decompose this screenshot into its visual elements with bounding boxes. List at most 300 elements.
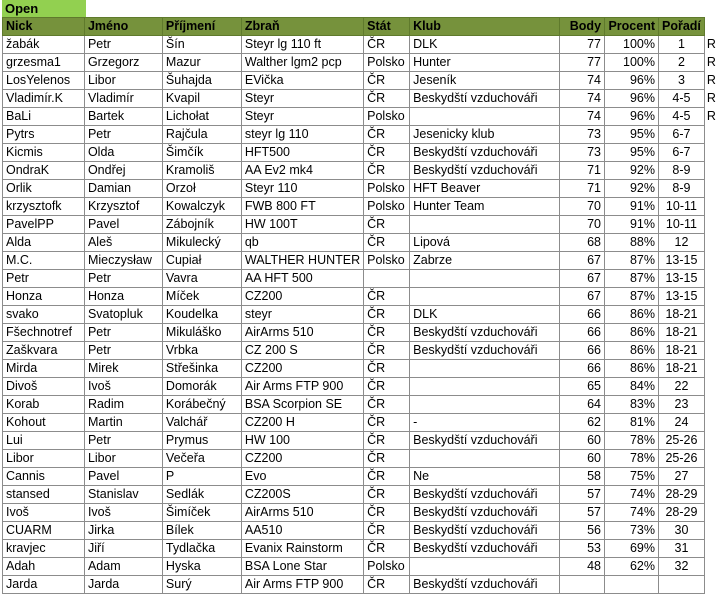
cell-poradi[interactable]: 28-29 [659, 504, 705, 522]
cell-poradi[interactable]: 22 [659, 378, 705, 396]
cell-zbran[interactable]: Evanix Rainstorm [241, 540, 363, 558]
cell-zbran[interactable]: CZ200 [241, 288, 363, 306]
cell-prijmeni[interactable]: Kowalczyk [162, 198, 241, 216]
cell-poradi[interactable]: 23 [659, 396, 705, 414]
cell-prijmeni[interactable]: Valchář [162, 414, 241, 432]
cell-procent[interactable]: 91% [605, 198, 659, 216]
cell-jmeno[interactable]: Grzegorz [84, 54, 162, 72]
cell-procent[interactable]: 95% [605, 126, 659, 144]
cell-stat[interactable]: ČR [364, 342, 410, 360]
cell-nick[interactable]: žabák [3, 36, 85, 54]
cell-zbran[interactable]: WALTHER HUNTER [241, 252, 363, 270]
cell-jmeno[interactable]: Pavel [84, 216, 162, 234]
cell-prijmeni[interactable]: Sedlák [162, 486, 241, 504]
cell-klub[interactable] [410, 360, 560, 378]
cell-zbran[interactable]: Steyr [241, 108, 363, 126]
cell-prijmeni[interactable]: P [162, 468, 241, 486]
cell-klub[interactable] [410, 450, 560, 468]
cell-jmeno[interactable]: Ivoš [84, 504, 162, 522]
cell-stat[interactable]: Polsko [364, 108, 410, 126]
cell-stat[interactable]: ČR [364, 540, 410, 558]
cell-jmeno[interactable]: Martin [84, 414, 162, 432]
cell-zbran[interactable]: Walther lgm2 pcp [241, 54, 363, 72]
cell-jmeno[interactable]: Mirek [84, 360, 162, 378]
cell-prijmeni[interactable]: Domorák [162, 378, 241, 396]
cell-procent[interactable]: 84% [605, 378, 659, 396]
cell-procent[interactable]: 92% [605, 180, 659, 198]
cell-procent[interactable]: 73% [605, 522, 659, 540]
cell-prijmeni[interactable]: Prymus [162, 432, 241, 450]
cell-poradi[interactable]: 30 [659, 522, 705, 540]
cell-procent[interactable]: 100% [605, 36, 659, 54]
cell-jmeno[interactable]: Petr [84, 432, 162, 450]
cell-zbran[interactable]: HW 100 [241, 432, 363, 450]
cell-nick[interactable]: Fšechnotref [3, 324, 85, 342]
cell-prijmeni[interactable]: Bílek [162, 522, 241, 540]
cell-zbran[interactable]: AA HFT 500 [241, 270, 363, 288]
cell-poradi[interactable]: 18-21 [659, 324, 705, 342]
cell-jmeno[interactable]: Ondřej [84, 162, 162, 180]
table-row [3, 72, 720, 90]
cell-stat[interactable]: ČR [364, 414, 410, 432]
cell-stat[interactable] [364, 270, 410, 288]
cell-procent[interactable]: 69% [605, 540, 659, 558]
cell-stat[interactable]: ČR [364, 450, 410, 468]
cell-body[interactable]: 53 [560, 540, 605, 558]
cell-stat[interactable]: Polsko [364, 180, 410, 198]
cell-nick[interactable]: Vladimír.K [3, 90, 85, 108]
cell-body[interactable]: 68 [560, 234, 605, 252]
cell-zbran[interactable]: Air Arms FTP 900 [241, 576, 363, 594]
cell-zbran[interactable]: AirArms 510 [241, 324, 363, 342]
cell-body[interactable]: 58 [560, 468, 605, 486]
cell-klub[interactable]: DLK [410, 306, 560, 324]
cell-body[interactable]: 60 [560, 432, 605, 450]
cell-extra [704, 540, 719, 558]
cell-nick[interactable]: krzysztofk [3, 198, 85, 216]
cell-klub[interactable]: Lipová [410, 234, 560, 252]
cell-prijmeni[interactable]: Mikulecký [162, 234, 241, 252]
cell-stat[interactable]: ČR [364, 360, 410, 378]
cell-body[interactable]: 56 [560, 522, 605, 540]
cell-jmeno[interactable]: Pavel [84, 468, 162, 486]
cell-stat[interactable]: Polsko [364, 252, 410, 270]
cell-extra [704, 144, 719, 162]
cell-body[interactable]: 66 [560, 360, 605, 378]
cell-zbran[interactable]: EVička [241, 72, 363, 90]
cell-klub[interactable]: Beskydští vzduchováři [410, 432, 560, 450]
cell-poradi[interactable]: 6-7 [659, 126, 705, 144]
cell-stat[interactable]: ČR [364, 468, 410, 486]
col-header-procent[interactable]: Procent [605, 18, 659, 36]
cell-jmeno[interactable]: Petr [84, 324, 162, 342]
cell-procent[interactable]: 78% [605, 450, 659, 468]
cell-poradi[interactable]: 24 [659, 414, 705, 432]
cell-jmeno[interactable]: Olda [84, 144, 162, 162]
cell-poradi[interactable]: 2 [659, 54, 705, 72]
cell-nick[interactable]: Kohout [3, 414, 85, 432]
cell-body[interactable]: 60 [560, 450, 605, 468]
cell-prijmeni[interactable]: Lichołat [162, 108, 241, 126]
cell-nick[interactable]: LosYelenos [3, 72, 85, 90]
cell-body[interactable]: 74 [560, 72, 605, 90]
cell-procent[interactable]: 95% [605, 144, 659, 162]
cell-zbran[interactable]: Steyr [241, 90, 363, 108]
cell-stat[interactable]: ČR [364, 90, 410, 108]
cell-nick[interactable]: Mirda [3, 360, 85, 378]
cell-klub[interactable]: Beskydští vzduchováři [410, 144, 560, 162]
cell-procent[interactable]: 91% [605, 216, 659, 234]
cell-nick[interactable]: OndraK [3, 162, 85, 180]
cell-body[interactable]: 71 [560, 162, 605, 180]
col-header-klub[interactable]: Klub [410, 18, 560, 36]
cell-zbran[interactable]: Evo [241, 468, 363, 486]
cell-jmeno[interactable]: Damian [84, 180, 162, 198]
cell-jmeno[interactable]: Honza [84, 288, 162, 306]
cell-klub[interactable]: Zabrze [410, 252, 560, 270]
cell-stat[interactable]: ČR [364, 72, 410, 90]
cell-klub[interactable]: Beskydští vzduchováři [410, 540, 560, 558]
cell-zbran[interactable]: AA510 [241, 522, 363, 540]
cell-klub[interactable]: Ne [410, 468, 560, 486]
cell-klub[interactable]: HFT Beaver [410, 180, 560, 198]
table-row [3, 306, 720, 324]
col-header-poradi[interactable]: Pořadí [659, 18, 705, 36]
cell-procent[interactable]: 87% [605, 270, 659, 288]
cell-klub[interactable]: Beskydští vzduchováři [410, 576, 560, 594]
cell-prijmeni[interactable]: Hyska [162, 558, 241, 576]
cell-klub[interactable]: Hunter Team [410, 198, 560, 216]
cell-stat[interactable]: ČR [364, 126, 410, 144]
cell-body[interactable]: 57 [560, 504, 605, 522]
cell-procent[interactable]: 86% [605, 324, 659, 342]
cell-nick[interactable]: grzesma1 [3, 54, 85, 72]
cell-body[interactable]: 71 [560, 180, 605, 198]
cell-jmeno[interactable]: Petr [84, 270, 162, 288]
cell-procent[interactable]: 75% [605, 468, 659, 486]
table-row [3, 468, 720, 486]
cell-jmeno[interactable]: Jirka [84, 522, 162, 540]
cell-body[interactable]: 67 [560, 288, 605, 306]
cell-poradi[interactable]: 25-26 [659, 450, 705, 468]
cell-zbran[interactable]: Steyr lg 110 ft [241, 36, 363, 54]
cell-stat[interactable]: ČR [364, 216, 410, 234]
cell-body[interactable]: 66 [560, 342, 605, 360]
cell-zbran[interactable]: CZ200 [241, 360, 363, 378]
cell-body[interactable]: 77 [560, 36, 605, 54]
cell-procent[interactable]: 88% [605, 234, 659, 252]
col-header-prijmeni[interactable]: Příjmení [162, 18, 241, 36]
cell-prijmeni[interactable]: Šimčík [162, 144, 241, 162]
cell-jmeno[interactable]: Petr [84, 126, 162, 144]
cell-poradi[interactable]: 31 [659, 540, 705, 558]
cell-jmeno[interactable]: Svatopluk [84, 306, 162, 324]
cell-zbran[interactable]: Air Arms FTP 900 [241, 378, 363, 396]
cell-procent[interactable]: 87% [605, 288, 659, 306]
cell-prijmeni[interactable]: Míček [162, 288, 241, 306]
cell-prijmeni[interactable]: Korábečný [162, 396, 241, 414]
cell-zbran[interactable]: CZ200S [241, 486, 363, 504]
cell-klub[interactable] [410, 288, 560, 306]
cell-extra [704, 360, 719, 378]
cell-procent[interactable]: 78% [605, 432, 659, 450]
cell-procent[interactable]: 87% [605, 252, 659, 270]
cell-prijmeni[interactable]: Kvapil [162, 90, 241, 108]
cell-procent[interactable]: 74% [605, 486, 659, 504]
cell-nick[interactable]: stansed [3, 486, 85, 504]
cell-klub[interactable]: Jesenicky klub [410, 126, 560, 144]
cell-nick[interactable]: Divoš [3, 378, 85, 396]
cell-jmeno[interactable]: Mieczysław [84, 252, 162, 270]
cell-jmeno[interactable]: Ivoš [84, 378, 162, 396]
cell-body[interactable]: 64 [560, 396, 605, 414]
cell-body[interactable]: 62 [560, 414, 605, 432]
cell-nick[interactable]: CUARM [3, 522, 85, 540]
cell-prijmeni[interactable]: Zábojník [162, 216, 241, 234]
cell-klub[interactable] [410, 378, 560, 396]
cell-body[interactable]: 66 [560, 306, 605, 324]
cell-stat[interactable]: ČR [364, 486, 410, 504]
cell-stat[interactable]: ČR [364, 288, 410, 306]
cell-poradi[interactable]: 12 [659, 234, 705, 252]
cell-body[interactable]: 73 [560, 144, 605, 162]
cell-prijmeni[interactable]: Vavra [162, 270, 241, 288]
cell-body[interactable] [560, 576, 605, 594]
cell-prijmeni[interactable]: Koudelka [162, 306, 241, 324]
cell-poradi[interactable]: 8-9 [659, 162, 705, 180]
cell-jmeno[interactable]: Bartek [84, 108, 162, 126]
cell-klub[interactable]: Beskydští vzduchováři [410, 162, 560, 180]
cell-nick[interactable]: Zaškvara [3, 342, 85, 360]
cell-zbran[interactable]: CZ 200 S [241, 342, 363, 360]
table-row [3, 378, 720, 396]
cell-prijmeni[interactable]: Kramoliš [162, 162, 241, 180]
cell-zbran[interactable]: qb [241, 234, 363, 252]
cell-stat[interactable]: ČR [364, 378, 410, 396]
cell-klub[interactable] [410, 396, 560, 414]
cell-jmeno[interactable]: Radim [84, 396, 162, 414]
cell-poradi[interactable]: 13-15 [659, 270, 705, 288]
cell-nick[interactable]: Cannis [3, 468, 85, 486]
cell-klub[interactable] [410, 216, 560, 234]
cell-poradi[interactable]: 18-21 [659, 342, 705, 360]
cell-prijmeni[interactable]: Šín [162, 36, 241, 54]
cell-prijmeni[interactable]: Surý [162, 576, 241, 594]
cell-nick[interactable]: kravjec [3, 540, 85, 558]
cell-procent[interactable]: 96% [605, 72, 659, 90]
cell-prijmeni[interactable]: Tydlačka [162, 540, 241, 558]
col-header-stat[interactable]: Stát [364, 18, 410, 36]
cell-nick[interactable]: PavelPP [3, 216, 85, 234]
cell-nick[interactable]: Korab [3, 396, 85, 414]
cell-stat[interactable]: ČR [364, 162, 410, 180]
cell-prijmeni[interactable]: Mazur [162, 54, 241, 72]
cell-zbran[interactable]: BSA Lone Star [241, 558, 363, 576]
cell-nick[interactable]: Kicmis [3, 144, 85, 162]
cell-zbran[interactable]: AA Ev2 mk4 [241, 162, 363, 180]
cell-jmeno[interactable]: Adam [84, 558, 162, 576]
cell-procent[interactable] [605, 576, 659, 594]
cell-jmeno[interactable]: Stanislav [84, 486, 162, 504]
cell-body[interactable]: 70 [560, 198, 605, 216]
cell-poradi[interactable]: 4-5 [659, 90, 705, 108]
cell-klub[interactable]: Jeseník [410, 72, 560, 90]
cell-stat[interactable]: ČR [364, 36, 410, 54]
cell-nick[interactable]: Petr [3, 270, 85, 288]
cell-klub[interactable]: Beskydští vzduchováři [410, 504, 560, 522]
cell-klub[interactable]: DLK [410, 36, 560, 54]
cell-poradi[interactable]: 27 [659, 468, 705, 486]
cell-procent[interactable]: 96% [605, 108, 659, 126]
cell-stat[interactable]: ČR [364, 324, 410, 342]
table-row [3, 108, 720, 126]
cell-body[interactable]: 66 [560, 324, 605, 342]
cell-procent[interactable]: 74% [605, 504, 659, 522]
cell-nick[interactable]: Orlik [3, 180, 85, 198]
cell-procent[interactable]: 96% [605, 90, 659, 108]
cell-poradi[interactable] [659, 576, 705, 594]
cell-stat[interactable]: ČR [364, 504, 410, 522]
cell-poradi[interactable]: 32 [659, 558, 705, 576]
cell-stat[interactable]: ČR [364, 144, 410, 162]
cell-klub[interactable]: Beskydští vzduchováři [410, 486, 560, 504]
cell-stat[interactable]: Polsko [364, 198, 410, 216]
cell-prijmeni[interactable]: Šimíček [162, 504, 241, 522]
cell-nick[interactable]: Ivoš [3, 504, 85, 522]
table-row [3, 180, 720, 198]
cell-prijmeni[interactable]: Večeřa [162, 450, 241, 468]
cell-zbran[interactable]: CZ200 H [241, 414, 363, 432]
cell-extra [704, 342, 719, 360]
cell-poradi[interactable]: 4-5 [659, 108, 705, 126]
cell-poradi[interactable]: 13-15 [659, 252, 705, 270]
cell-prijmeni[interactable]: Šuhajda [162, 72, 241, 90]
cell-klub[interactable]: - [410, 414, 560, 432]
cell-klub[interactable]: Hunter [410, 54, 560, 72]
cell-poradi[interactable]: 28-29 [659, 486, 705, 504]
cell-stat[interactable]: Polsko [364, 558, 410, 576]
cell-body[interactable]: 65 [560, 378, 605, 396]
cell-klub[interactable] [410, 558, 560, 576]
cell-body[interactable]: 70 [560, 216, 605, 234]
cell-procent[interactable]: 83% [605, 396, 659, 414]
cell-klub[interactable] [410, 108, 560, 126]
cell-jmeno[interactable]: Libor [84, 72, 162, 90]
cell-procent[interactable]: 81% [605, 414, 659, 432]
cell-prijmeni[interactable]: Rajčula [162, 126, 241, 144]
cell-stat[interactable]: ČR [364, 522, 410, 540]
cell-klub[interactable]: Beskydští vzduchováři [410, 522, 560, 540]
cell-klub[interactable]: Beskydští vzduchováři [410, 342, 560, 360]
cell-nick[interactable]: M.C. [3, 252, 85, 270]
cell-nick[interactable]: Lui [3, 432, 85, 450]
cell-prijmeni[interactable]: Cupiał [162, 252, 241, 270]
cell-nick[interactable]: Alda [3, 234, 85, 252]
cell-poradi[interactable]: 3 [659, 72, 705, 90]
col-header-nick[interactable]: Nick [3, 18, 85, 36]
cell-poradi[interactable]: 13-15 [659, 288, 705, 306]
cell-body[interactable]: 67 [560, 270, 605, 288]
cell-zbran[interactable]: FWB 800 FT [241, 198, 363, 216]
cell-jmeno[interactable]: Krzysztof [84, 198, 162, 216]
cell-nick[interactable]: svako [3, 306, 85, 324]
cell-zbran[interactable]: BSA Scorpion SE [241, 396, 363, 414]
cell-nick[interactable]: Pytrs [3, 126, 85, 144]
cell-stat[interactable]: ČR [364, 306, 410, 324]
cell-body[interactable]: 74 [560, 90, 605, 108]
cell-body[interactable]: 74 [560, 108, 605, 126]
cell-jmeno[interactable]: Petr [84, 36, 162, 54]
col-header-jmeno[interactable]: Jméno [84, 18, 162, 36]
cell-procent[interactable]: 92% [605, 162, 659, 180]
cell-extra [704, 450, 719, 468]
cell-body[interactable]: 73 [560, 126, 605, 144]
cell-jmeno[interactable]: Libor [84, 450, 162, 468]
col-header-zbran[interactable]: Zbraň [241, 18, 363, 36]
cell-poradi[interactable]: 8-9 [659, 180, 705, 198]
cell-zbran[interactable]: steyr lg 110 [241, 126, 363, 144]
cell-nick[interactable]: BaLi [3, 108, 85, 126]
cell-stat[interactable]: ČR [364, 396, 410, 414]
cell-zbran[interactable]: steyr [241, 306, 363, 324]
table-row [3, 414, 720, 432]
cell-procent[interactable]: 62% [605, 558, 659, 576]
cell-nick[interactable]: Jarda [3, 576, 85, 594]
cell-stat[interactable]: ČR [364, 234, 410, 252]
cell-poradi[interactable]: 1 [659, 36, 705, 54]
cell-prijmeni[interactable]: Mikuláško [162, 324, 241, 342]
cell-prijmeni[interactable]: Střešinka [162, 360, 241, 378]
cell-poradi[interactable]: 10-11 [659, 198, 705, 216]
cell-jmeno[interactable]: Jarda [84, 576, 162, 594]
cell-poradi[interactable]: 25-26 [659, 432, 705, 450]
cell-stat[interactable]: Polsko [364, 54, 410, 72]
cell-procent[interactable]: 86% [605, 306, 659, 324]
cell-body[interactable]: 48 [560, 558, 605, 576]
cell-procent[interactable]: 86% [605, 360, 659, 378]
cell-zbran[interactable]: AirArms 510 [241, 504, 363, 522]
cell-stat[interactable]: ČR [364, 432, 410, 450]
cell-zbran[interactable]: HW 100T [241, 216, 363, 234]
cell-poradi[interactable]: 18-21 [659, 360, 705, 378]
cell-nick[interactable]: Libor [3, 450, 85, 468]
cell-body[interactable]: 77 [560, 54, 605, 72]
cell-prijmeni[interactable]: Vrbka [162, 342, 241, 360]
cell-prijmeni[interactable]: Orzoł [162, 180, 241, 198]
cell-zbran[interactable]: HFT500 [241, 144, 363, 162]
cell-stat[interactable]: ČR [364, 576, 410, 594]
cell-poradi[interactable]: 6-7 [659, 144, 705, 162]
cell-klub[interactable]: Beskydští vzduchováři [410, 90, 560, 108]
cell-body[interactable]: 67 [560, 252, 605, 270]
cell-poradi[interactable]: 10-11 [659, 216, 705, 234]
cell-klub[interactable]: Beskydští vzduchováři [410, 324, 560, 342]
cell-jmeno[interactable]: Aleš [84, 234, 162, 252]
cell-zbran[interactable]: CZ200 [241, 450, 363, 468]
cell-jmeno[interactable]: Vladimír [84, 90, 162, 108]
cell-klub[interactable] [410, 270, 560, 288]
cell-nick[interactable]: Adah [3, 558, 85, 576]
cell-procent[interactable]: 86% [605, 342, 659, 360]
cell-zbran[interactable]: Steyr 110 [241, 180, 363, 198]
cell-nick[interactable]: Honza [3, 288, 85, 306]
cell-poradi[interactable]: 18-21 [659, 306, 705, 324]
cell-procent[interactable]: 100% [605, 54, 659, 72]
cell-jmeno[interactable]: Jiří [84, 540, 162, 558]
cell-jmeno[interactable]: Petr [84, 342, 162, 360]
col-header-body[interactable]: Body [560, 18, 605, 36]
cell-body[interactable]: 57 [560, 486, 605, 504]
